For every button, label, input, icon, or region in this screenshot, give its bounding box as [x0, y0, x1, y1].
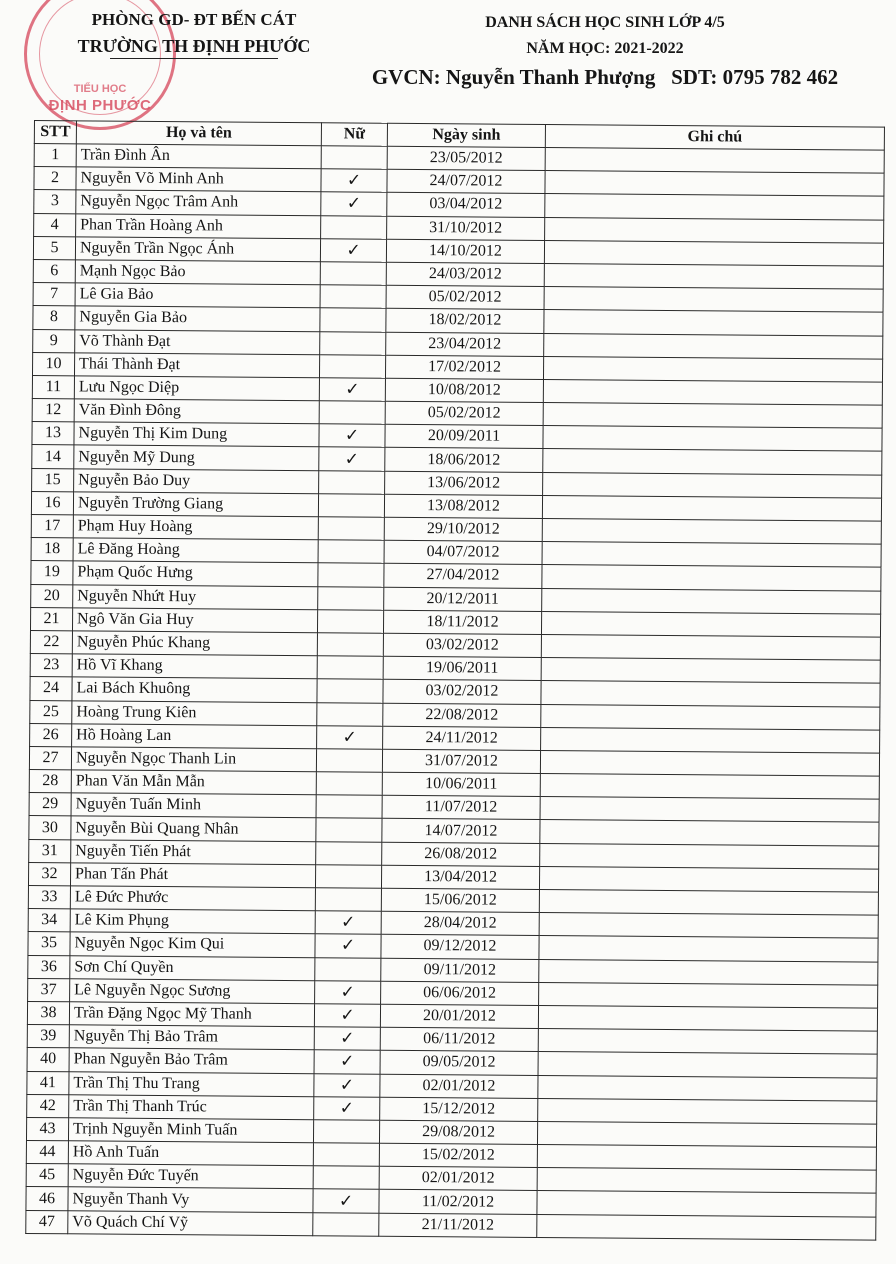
row-note	[537, 1121, 876, 1147]
row-female-mark	[317, 656, 383, 680]
row-female-mark	[317, 702, 383, 726]
row-note	[543, 356, 882, 382]
row-name: Lê Kim Phụng	[70, 909, 315, 934]
row-note	[541, 704, 880, 730]
row-female-mark	[318, 540, 384, 564]
row-female-mark	[319, 401, 385, 425]
row-name: Nguyễn Thị Bảo Trâm	[69, 1025, 314, 1050]
row-note	[537, 1145, 876, 1171]
row-female-mark	[313, 1189, 379, 1213]
row-female-mark	[317, 679, 383, 703]
row-note	[545, 194, 884, 220]
row-name: Nguyễn Thanh Vy	[68, 1187, 313, 1212]
list-title: DANH SÁCH HỌC SINH LỚP 4/5	[485, 14, 725, 31]
row-female-mark	[319, 378, 385, 402]
row-dob: 24/11/2012	[383, 726, 541, 750]
row-dob: 09/12/2012	[381, 935, 539, 959]
row-name: Sơn Chí Quyền	[70, 955, 315, 980]
homeroom-teacher: GVCN: Nguyễn Thanh Phượng SDT: 0795 782 462	[371, 65, 839, 89]
row-female-mark	[313, 1120, 379, 1144]
stamp-text: ĐỊNH PHƯỚC	[48, 97, 152, 114]
row-name: Nguyễn Bùi Quang Nhân	[71, 816, 316, 841]
table-body	[26, 144, 885, 1240]
row-female-mark	[319, 424, 385, 448]
row-dob: 06/06/2012	[381, 981, 539, 1005]
row-name: Phan Trần Hoàng Anh	[76, 213, 321, 238]
row-stt: 47	[26, 1210, 68, 1234]
row-stt: 1	[34, 144, 76, 168]
row-stt: 16	[31, 491, 73, 515]
row-dob: 20/01/2012	[380, 1004, 538, 1028]
row-stt: 3	[34, 190, 76, 214]
row-note	[545, 171, 884, 197]
row-dob: 10/08/2012	[385, 378, 543, 402]
header-note: Ghi chú	[545, 125, 884, 151]
row-female-mark	[320, 331, 386, 355]
row-note	[543, 403, 882, 429]
row-note	[539, 913, 878, 939]
row-note	[541, 681, 880, 707]
row-name: Trần Thị Thu Trang	[69, 1071, 314, 1096]
row-name: Trần Thị Thanh Trúc	[69, 1094, 314, 1119]
row-female-mark	[320, 308, 386, 332]
row-note	[539, 866, 878, 892]
row-female-mark	[320, 285, 386, 309]
check-mark-icon: ✓	[339, 1075, 355, 1095]
row-name: Hồ Anh Tuấn	[68, 1141, 313, 1166]
row-stt: 34	[28, 909, 70, 933]
row-stt: 2	[34, 167, 76, 191]
row-stt: 27	[29, 746, 71, 770]
row-name: Nguyễn Võ Minh Anh	[76, 167, 321, 192]
row-dob: 15/02/2012	[379, 1143, 537, 1167]
row-stt: 18	[31, 538, 73, 562]
row-female-mark	[317, 725, 383, 749]
school-year: NĂM HỌC: 2021-2022	[526, 40, 684, 57]
check-mark-icon: ✓	[346, 170, 362, 190]
row-dob: 15/12/2012	[380, 1097, 538, 1121]
check-mark-icon: ✓	[341, 912, 356, 932]
row-stt: 42	[27, 1094, 69, 1118]
check-mark-icon: ✓	[340, 982, 355, 1002]
row-name: Võ Thành Đạt	[75, 329, 320, 354]
row-name: Trần Đình Ân	[76, 144, 321, 169]
row-note	[539, 959, 878, 985]
row-female-mark	[315, 911, 381, 935]
check-mark-icon: ✓	[344, 425, 360, 445]
row-stt: 36	[28, 955, 70, 979]
row-stt: 17	[31, 514, 73, 538]
document-heading	[370, 14, 840, 90]
row-stt: 26	[30, 723, 72, 747]
row-dob: 13/04/2012	[381, 865, 539, 889]
check-mark-icon: ✓	[340, 935, 356, 956]
row-stt: 12	[32, 399, 74, 423]
row-name: Nguyễn Đức Tuyến	[68, 1164, 313, 1189]
row-note	[544, 333, 883, 359]
row-female-mark	[318, 517, 384, 541]
header-stt: STT	[34, 121, 76, 144]
row-dob: 04/07/2012	[384, 540, 542, 564]
row-stt: 33	[28, 885, 70, 909]
row-note	[544, 263, 883, 289]
row-stt: 40	[27, 1048, 69, 1072]
row-dob: 31/07/2012	[382, 749, 540, 773]
row-stt: 23	[30, 654, 72, 678]
row-female-mark	[314, 1096, 380, 1120]
row-name: Thái Thành Đạt	[74, 353, 319, 378]
row-female-mark	[314, 1027, 380, 1051]
row-stt: 20	[31, 584, 73, 608]
row-stt: 9	[33, 329, 75, 353]
row-name: Lai Bách Khuông	[72, 677, 317, 702]
row-note	[542, 519, 881, 545]
check-mark-icon: ✓	[346, 240, 361, 260]
row-dob: 19/06/2011	[383, 656, 541, 680]
row-stt: 31	[29, 839, 71, 863]
row-name: Lưu Ngọc Diệp	[74, 376, 319, 401]
row-stt: 46	[26, 1187, 68, 1211]
row-stt: 14	[32, 445, 74, 469]
row-female-mark	[314, 1073, 380, 1097]
row-female-mark	[320, 239, 386, 263]
row-name: Phạm Quốc Hưng	[73, 561, 318, 586]
row-dob: 17/02/2012	[385, 355, 543, 379]
row-note	[539, 982, 878, 1008]
row-female-mark	[315, 865, 381, 889]
row-stt: 4	[34, 213, 76, 237]
row-dob: 24/07/2012	[387, 169, 545, 193]
row-name: Hoàng Trung Kiên	[72, 700, 317, 725]
check-mark-icon: ✓	[338, 1190, 354, 1211]
row-stt: 5	[33, 236, 75, 260]
row-female-mark	[321, 146, 387, 170]
row-stt: 13	[32, 422, 74, 446]
row-female-mark	[315, 980, 381, 1004]
row-dob: 27/04/2012	[384, 564, 542, 588]
row-name: Nguyễn Mỹ Dung	[74, 445, 319, 470]
row-name: Nguyễn Thị Kim Dung	[74, 422, 319, 447]
row-name: Phan Tấn Phát	[70, 863, 315, 888]
row-note	[545, 217, 884, 243]
row-note	[541, 727, 880, 753]
row-note	[538, 1052, 877, 1078]
row-female-mark	[314, 1004, 380, 1028]
row-stt: 7	[33, 283, 75, 307]
row-note	[541, 611, 880, 637]
school-underline	[110, 58, 278, 59]
row-dob: 13/06/2012	[385, 471, 543, 495]
row-name: Trịnh Nguyễn Minh Tuấn	[68, 1118, 313, 1143]
check-mark-icon: ✓	[345, 379, 360, 399]
row-note	[543, 426, 882, 452]
row-name: Mạnh Ngọc Bảo	[75, 260, 320, 285]
row-female-mark	[315, 888, 381, 912]
row-female-mark	[319, 354, 385, 378]
row-stt: 38	[27, 1001, 69, 1025]
header-name: Họ và tên	[76, 121, 321, 146]
row-dob: 18/11/2012	[383, 610, 541, 634]
row-dob: 23/05/2012	[387, 146, 545, 170]
row-name: Lê Đức Phước	[70, 886, 315, 911]
row-name: Nguyễn Gia Bảo	[75, 306, 320, 331]
student-roster-table	[25, 120, 885, 1240]
row-female-mark	[316, 749, 382, 773]
row-stt: 39	[27, 1025, 69, 1049]
row-female-mark	[313, 1143, 379, 1167]
row-dob: 20/12/2011	[384, 587, 542, 611]
row-dob: 05/02/2012	[386, 285, 544, 309]
row-female-mark	[316, 841, 382, 865]
row-stt: 41	[27, 1071, 69, 1095]
row-dob: 06/11/2012	[380, 1027, 538, 1051]
row-dob: 21/11/2012	[379, 1213, 537, 1237]
row-female-mark	[317, 609, 383, 633]
row-note	[540, 797, 879, 823]
department-name: PHÒNG GD- ĐT BẾN CÁT	[91, 10, 297, 29]
row-dob: 29/08/2012	[379, 1120, 537, 1144]
row-dob: 02/01/2012	[379, 1166, 537, 1190]
row-note	[543, 449, 882, 475]
row-female-mark	[320, 262, 386, 286]
row-stt: 37	[28, 978, 70, 1002]
row-dob: 09/11/2012	[381, 958, 539, 982]
row-stt: 10	[32, 352, 74, 376]
row-female-mark	[316, 818, 382, 842]
row-stt: 28	[29, 770, 71, 794]
row-dob: 28/04/2012	[381, 911, 539, 935]
check-mark-icon: ✓	[339, 1098, 354, 1118]
row-dob: 26/08/2012	[382, 842, 540, 866]
row-female-mark	[317, 633, 383, 657]
row-note	[541, 658, 880, 684]
row-note	[540, 843, 879, 869]
row-note	[540, 750, 879, 776]
row-female-mark	[315, 957, 381, 981]
row-name: Nguyễn Trần Ngọc Ánh	[75, 237, 320, 262]
row-note	[540, 820, 879, 846]
row-female-mark	[316, 772, 382, 796]
row-stt: 35	[28, 932, 70, 956]
row-dob: 14/07/2012	[382, 819, 540, 843]
row-dob: 23/04/2012	[386, 332, 544, 356]
row-note	[540, 774, 879, 800]
row-name: Nguyễn Bảo Duy	[74, 468, 319, 493]
row-dob: 24/03/2012	[386, 262, 544, 286]
row-dob: 18/06/2012	[385, 448, 543, 472]
row-female-mark	[313, 1166, 379, 1190]
row-name: Ngô Văn Gia Huy	[72, 608, 317, 633]
row-name: Phan Nguyễn Bảo Trâm	[69, 1048, 314, 1073]
row-female-mark	[313, 1212, 379, 1236]
row-name: Lê Đăng Hoàng	[73, 538, 318, 563]
school-name: TRƯỜNG TH ĐỊNH PHƯỚC	[77, 36, 311, 56]
row-name: Nguyễn Ngọc Thanh Lin	[71, 747, 316, 772]
row-name: Hồ Vĩ Khang	[72, 654, 317, 679]
row-dob: 11/07/2012	[382, 796, 540, 820]
row-stt: 15	[32, 468, 74, 492]
row-dob: 15/06/2012	[381, 888, 539, 912]
row-note	[537, 1191, 876, 1217]
row-name: Lê Nguyễn Ngọc Sương	[70, 979, 315, 1004]
row-note	[542, 565, 881, 591]
row-note	[537, 1168, 876, 1194]
row-note	[544, 310, 883, 336]
row-dob: 11/02/2012	[379, 1190, 537, 1214]
row-stt: 6	[33, 259, 75, 283]
header-dob: Ngày sinh	[387, 123, 545, 147]
row-stt: 32	[28, 862, 70, 886]
check-mark-icon: ✓	[339, 1051, 355, 1071]
row-stt: 21	[30, 607, 72, 631]
row-note	[539, 889, 878, 915]
row-dob: 20/09/2011	[385, 425, 543, 449]
row-name: Lê Gia Bảo	[75, 283, 320, 308]
row-stt: 43	[26, 1117, 68, 1141]
check-mark-icon: ✓	[340, 1005, 355, 1025]
row-dob: 29/10/2012	[384, 517, 542, 541]
row-dob: 03/02/2012	[383, 680, 541, 704]
row-female-mark	[321, 192, 387, 216]
row-stt: 24	[30, 677, 72, 701]
row-note	[537, 1214, 876, 1240]
row-name: Nguyễn Trường Giang	[73, 492, 318, 517]
row-note	[538, 1029, 877, 1055]
row-dob: 10/06/2011	[382, 772, 540, 796]
row-female-mark	[318, 586, 384, 610]
row-stt: 44	[26, 1141, 68, 1165]
row-note	[544, 240, 883, 266]
row-note	[542, 542, 881, 568]
row-dob: 05/02/2012	[385, 401, 543, 425]
row-note	[541, 634, 880, 660]
row-note	[545, 148, 884, 174]
row-note	[538, 1075, 877, 1101]
row-name: Phan Văn Mẫn Mẫn	[71, 770, 316, 795]
row-name: Võ Quách Chí Vỹ	[68, 1210, 313, 1235]
row-name: Nguyễn Tiến Phát	[71, 839, 316, 864]
stamp-small-text: TIỂU HỌC	[73, 83, 127, 95]
row-name: Nguyễn Nhứt Huy	[73, 584, 318, 609]
row-stt: 19	[31, 561, 73, 585]
row-dob: 22/08/2012	[383, 703, 541, 727]
row-dob: 03/02/2012	[383, 633, 541, 657]
row-stt: 25	[30, 700, 72, 724]
row-dob: 14/10/2012	[386, 239, 544, 263]
row-stt: 29	[29, 793, 71, 817]
row-dob: 13/08/2012	[384, 494, 542, 518]
row-note	[543, 472, 882, 498]
header-female: Nữ	[321, 123, 387, 147]
row-name: Nguyễn Ngọc Trâm Anh	[76, 190, 321, 215]
row-stt: 30	[29, 816, 71, 840]
row-stt: 22	[30, 630, 72, 654]
row-stt: 11	[32, 375, 74, 399]
row-female-mark	[318, 494, 384, 518]
row-female-mark	[318, 563, 384, 587]
row-name: Nguyễn Tuấn Minh	[71, 793, 316, 818]
row-female-mark	[321, 215, 387, 239]
row-female-mark	[316, 795, 382, 819]
row-note	[539, 936, 878, 962]
row-dob: 18/02/2012	[386, 309, 544, 333]
row-name: Hồ Hoàng Lan	[72, 724, 317, 749]
row-note	[538, 1005, 877, 1031]
row-female-mark	[319, 447, 385, 471]
check-mark-icon: ✓	[340, 1028, 355, 1048]
row-note	[542, 588, 881, 614]
row-name: Phạm Huy Hoàng	[73, 515, 318, 540]
row-note	[544, 287, 883, 313]
row-dob: 02/01/2012	[380, 1074, 538, 1098]
check-mark-icon: ✓	[346, 193, 362, 214]
row-name: Trần Đặng Ngọc Mỹ Thanh	[69, 1002, 314, 1027]
row-female-mark	[321, 169, 387, 193]
row-female-mark	[315, 934, 381, 958]
row-dob: 09/05/2012	[380, 1051, 538, 1075]
check-mark-icon: ✓	[342, 727, 357, 747]
row-note	[543, 379, 882, 405]
row-note	[538, 1098, 877, 1124]
row-name: Văn Đình Đông	[74, 399, 319, 424]
row-name: Nguyễn Phúc Khang	[72, 631, 317, 656]
row-name: Nguyễn Ngọc Kim Qui	[70, 932, 315, 957]
row-dob: 03/04/2012	[387, 193, 545, 217]
row-stt: 45	[26, 1164, 68, 1188]
check-mark-icon: ✓	[344, 448, 360, 469]
row-female-mark	[319, 470, 385, 494]
row-dob: 31/10/2012	[387, 216, 545, 240]
row-female-mark	[314, 1050, 380, 1074]
row-stt: 8	[33, 306, 75, 330]
school-header	[64, 10, 324, 59]
row-note	[542, 495, 881, 521]
